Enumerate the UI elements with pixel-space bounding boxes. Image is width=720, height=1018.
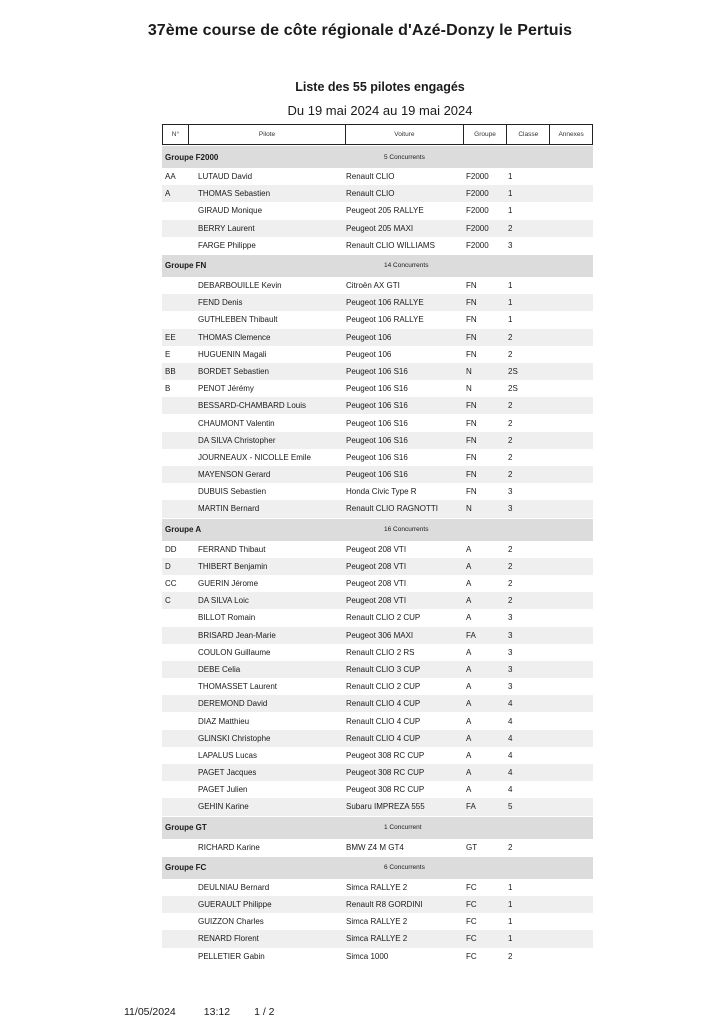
car-class: 2	[508, 435, 513, 445]
race-number: BB	[165, 366, 176, 376]
table-row	[162, 397, 593, 414]
car-model: Peugeot 106 S16	[346, 366, 408, 376]
group-count: 1 Concurrent	[384, 824, 422, 832]
car-model: Renault CLIO 2 CUP	[346, 613, 421, 623]
car-class: 1	[508, 172, 513, 182]
table-row	[162, 380, 593, 397]
table-row	[162, 500, 593, 517]
car-group: A	[466, 716, 472, 726]
pilot-name: DUBUIS Sebastien	[198, 487, 267, 497]
car-model: Renault CLIO 4 CUP	[346, 716, 421, 726]
car-group: FN	[466, 418, 477, 428]
table-row	[162, 237, 593, 254]
car-group: FC	[466, 934, 477, 944]
car-model: Renault CLIO 3 CUP	[346, 664, 421, 674]
car-class: 1	[508, 917, 513, 927]
car-class: 4	[508, 733, 513, 743]
car-group: FA	[466, 630, 476, 640]
header-classe: Classe	[507, 125, 550, 144]
car-group: FC	[466, 917, 477, 927]
table-row	[162, 948, 593, 965]
pilot-name: PELLETIER Gabin	[198, 951, 265, 961]
pilot-name: THOMAS Clemence	[198, 332, 271, 342]
car-group: A	[466, 733, 472, 743]
table-row	[162, 781, 593, 798]
car-model: Honda Civic Type R	[346, 487, 417, 497]
table-row	[162, 678, 593, 695]
pilot-name: MARTIN Bernard	[198, 504, 260, 514]
pilot-name: GIRAUD Monique	[198, 206, 263, 216]
car-model: Peugeot 106 RALLYE	[346, 315, 424, 325]
pilot-name: BRISARD Jean-Marie	[198, 630, 276, 640]
pilot-name: DIAZ Matthieu	[198, 716, 250, 726]
table-row	[162, 764, 593, 781]
car-group: FN	[466, 281, 477, 291]
pilot-name: BERRY Laurent	[198, 223, 255, 233]
car-model: Peugeot 306 MAXI	[346, 630, 414, 640]
race-number: CC	[165, 579, 177, 589]
car-class: 3	[508, 630, 513, 640]
car-class: 2	[508, 544, 513, 554]
car-model: Peugeot 205 MAXI	[346, 223, 414, 233]
pilot-name: LUTAUD David	[198, 172, 253, 182]
car-model: Peugeot 106	[346, 332, 392, 342]
race-number: E	[165, 349, 171, 359]
race-number: D	[165, 561, 171, 571]
car-model: BMW Z4 M GT4	[346, 842, 404, 852]
car-class: 4	[508, 768, 513, 778]
car-model: Renault CLIO 2 CUP	[346, 682, 421, 692]
car-group: N	[466, 504, 472, 514]
pilot-name: COULON Guillaume	[198, 647, 271, 657]
car-group: FC	[466, 882, 477, 892]
car-class: 3	[508, 682, 513, 692]
car-model: Peugeot 106 S16	[346, 418, 408, 428]
car-model: Peugeot 208 VTI	[346, 561, 407, 571]
car-class: 3	[508, 647, 513, 657]
car-group: A	[466, 579, 472, 589]
car-class: 2	[508, 401, 513, 411]
table-row	[162, 168, 593, 185]
car-group: FC	[466, 900, 477, 910]
car-model: Peugeot 106	[346, 349, 392, 359]
car-class: 2	[508, 418, 513, 428]
pilot-name: THOMASSET Laurent	[198, 682, 277, 692]
pilot-name: LAPALUS Lucas	[198, 750, 257, 760]
car-class: 2	[508, 223, 513, 233]
car-class: 4	[508, 785, 513, 795]
table-row	[162, 449, 593, 466]
pilot-name: BILLOT Romain	[198, 613, 256, 623]
race-number: B	[165, 384, 171, 394]
car-group: A	[466, 768, 472, 778]
car-group: N	[466, 384, 472, 394]
car-group: A	[466, 682, 472, 692]
car-model: Renault CLIO 4 CUP	[346, 699, 421, 709]
table-row	[162, 541, 593, 558]
car-class: 1	[508, 281, 513, 291]
car-class: 5	[508, 802, 513, 812]
car-class: 1	[508, 900, 513, 910]
table-row	[162, 839, 593, 856]
table-row	[162, 294, 593, 311]
table-row	[162, 661, 593, 678]
table-row	[162, 185, 593, 202]
car-class: 3	[508, 487, 513, 497]
car-group: F2000	[466, 189, 489, 199]
pilot-name: DEREMOND David	[198, 699, 268, 709]
table-row	[162, 558, 593, 575]
car-model: Citroën AX GTI	[346, 281, 400, 291]
table-row	[162, 329, 593, 346]
car-class: 2	[508, 951, 513, 961]
table-header	[162, 124, 593, 145]
car-class: 2	[508, 470, 513, 480]
car-model: Simca 1000	[346, 951, 389, 961]
car-group: FN	[466, 435, 477, 445]
pilot-name: FARGE Philippe	[198, 240, 256, 250]
car-model: Peugeot 106 S16	[346, 435, 408, 445]
pilot-name: FERRAND Thibaut	[198, 544, 266, 554]
table-body	[162, 146, 593, 965]
pilot-name: GLINSKI Christophe	[198, 733, 271, 743]
table-row	[162, 730, 593, 747]
table-row	[162, 930, 593, 947]
car-class: 1	[508, 882, 513, 892]
date-range: Du 19 mai 2024 au 19 mai 2024	[287, 103, 473, 118]
car-group: FN	[466, 401, 477, 411]
pilot-name: RICHARD Karine	[198, 842, 260, 852]
car-class: 2	[508, 579, 513, 589]
table-row	[162, 363, 593, 380]
print-date: 11/05/2024	[124, 1006, 176, 1018]
car-class: 1	[508, 206, 513, 216]
table-row	[162, 414, 593, 431]
car-group: FN	[466, 315, 477, 325]
table-row	[162, 879, 593, 896]
pilot-name: HUGUENIN Magali	[198, 349, 267, 359]
car-class: 2	[508, 349, 513, 359]
pilot-name: GUIZZON Charles	[198, 917, 264, 927]
car-group: A	[466, 664, 472, 674]
car-group: FN	[466, 487, 477, 497]
document-subtitle: Liste des 55 pilotes engagés	[295, 80, 465, 94]
group-name: Groupe F2000	[165, 152, 219, 162]
car-class: 2S	[508, 366, 518, 376]
pilot-name: JOURNEAUX - NICOLLE Emile	[198, 452, 311, 462]
car-class: 3	[508, 664, 513, 674]
car-class: 2S	[508, 384, 518, 394]
race-number: AA	[165, 172, 176, 182]
car-model: Peugeot 205 RALLYE	[346, 206, 424, 216]
table-row	[162, 575, 593, 592]
car-group: A	[466, 699, 472, 709]
car-model: Renault R8 GORDINI	[346, 900, 423, 910]
car-model: Peugeot 106 S16	[346, 384, 408, 394]
car-class: 4	[508, 750, 513, 760]
car-model: Subaru IMPREZA 555	[346, 802, 425, 812]
race-number: EE	[165, 332, 176, 342]
print-time: 13:12	[203, 1006, 231, 1018]
car-class: 3	[508, 240, 513, 250]
table-row	[162, 644, 593, 661]
car-group: A	[466, 613, 472, 623]
car-class: 1	[508, 934, 513, 944]
car-group: F2000	[466, 223, 489, 233]
car-group: F2000	[466, 206, 489, 216]
car-group: FC	[466, 951, 477, 961]
document-title: 37ème course de côte régionale d'Azé-Donzy le Pertuis	[147, 22, 573, 39]
pilot-name: CHAUMONT Valentin	[198, 418, 275, 428]
pilot-name: GUERIN Jérome	[198, 579, 259, 589]
car-model: Renault CLIO RAGNOTTI	[346, 504, 439, 514]
car-model: Renault CLIO	[346, 189, 395, 199]
car-model: Peugeot 208 VTI	[346, 544, 407, 554]
pilot-name: FEND Denis	[198, 298, 243, 308]
car-model: Peugeot 308 RC CUP	[346, 785, 425, 795]
table-row	[162, 798, 593, 815]
pilot-name: GUTHLEBEN Thibault	[198, 315, 278, 325]
table-row	[162, 609, 593, 626]
car-group: F2000	[466, 240, 489, 250]
car-model: Renault CLIO WILLIAMS	[346, 240, 435, 250]
car-class: 2	[508, 332, 513, 342]
car-group: A	[466, 750, 472, 760]
group-name: Groupe FN	[165, 261, 207, 271]
table-row	[162, 592, 593, 609]
group-name: Groupe A	[165, 525, 202, 535]
car-model: Peugeot 308 RC CUP	[346, 768, 425, 778]
car-model: Peugeot 106 S16	[346, 452, 408, 462]
pilot-name: GEHIN Karine	[198, 802, 249, 812]
car-class: 2	[508, 452, 513, 462]
group-header	[162, 857, 593, 879]
car-model: Renault CLIO 4 CUP	[346, 733, 421, 743]
car-group: N	[466, 366, 472, 376]
pilot-name: DEULNIAU Bernard	[198, 882, 270, 892]
group-header	[162, 146, 593, 168]
car-model: Renault CLIO 2 RS	[346, 647, 415, 657]
page-footer	[124, 1006, 303, 1018]
car-model: Peugeot 106 S16	[346, 470, 408, 480]
pilot-name: DEBARBOUILLE Kevin	[198, 281, 282, 291]
car-class: 1	[508, 189, 513, 199]
group-count: 16 Concurrents	[384, 526, 429, 534]
car-class: 2	[508, 596, 513, 606]
pilot-name: MAYENSON Gerard	[198, 470, 271, 480]
car-class: 2	[508, 561, 513, 571]
car-group: FN	[466, 332, 477, 342]
car-group: GT	[466, 842, 478, 852]
pilot-name: DA SILVA Christopher	[198, 435, 276, 445]
table-row	[162, 220, 593, 237]
pilot-name: PENOT Jérémy	[198, 384, 254, 394]
table-row	[162, 346, 593, 363]
table-row	[162, 432, 593, 449]
header-no: N°	[163, 125, 189, 144]
car-model: Peugeot 106 RALLYE	[346, 298, 424, 308]
table-row	[162, 913, 593, 930]
car-group: FN	[466, 470, 477, 480]
car-group: A	[466, 647, 472, 657]
car-group: FA	[466, 802, 476, 812]
group-count: 5 Concurrents	[384, 153, 425, 161]
car-model: Simca RALLYE 2	[346, 882, 408, 892]
group-name: Groupe GT	[165, 823, 207, 833]
car-model: Peugeot 308 RC CUP	[346, 750, 425, 760]
car-class: 2	[508, 842, 513, 852]
car-model: Peugeot 208 VTI	[346, 596, 407, 606]
pilot-name: THOMAS Sebastien	[198, 189, 271, 199]
table-row	[162, 712, 593, 729]
group-header	[162, 817, 593, 839]
page-number: 1 / 2	[254, 1006, 275, 1018]
table-row	[162, 695, 593, 712]
group-count: 6 Concurrents	[384, 864, 425, 872]
car-group: A	[466, 544, 472, 554]
pilot-name: GUERAULT Philippe	[198, 900, 272, 910]
pilot-name: PAGET Jacques	[198, 768, 257, 778]
race-number: C	[165, 596, 171, 606]
car-group: A	[466, 785, 472, 795]
car-group: FN	[466, 452, 477, 462]
table-row	[162, 896, 593, 913]
car-model: Peugeot 208 VTI	[346, 579, 407, 589]
group-name: Groupe FC	[165, 863, 207, 873]
pilots-table	[162, 124, 593, 965]
race-number: A	[165, 189, 171, 199]
car-class: 4	[508, 699, 513, 709]
car-class: 1	[508, 298, 513, 308]
car-model: Simca RALLYE 2	[346, 934, 408, 944]
table-row	[162, 627, 593, 644]
header-pilote: Pilote	[189, 125, 346, 144]
car-group: FN	[466, 349, 477, 359]
car-class: 3	[508, 613, 513, 623]
table-row	[162, 483, 593, 500]
car-model: Simca RALLYE 2	[346, 917, 408, 927]
pilot-name: THIBERT Benjamin	[198, 561, 268, 571]
car-group: A	[466, 561, 472, 571]
header-voiture: Voiture	[346, 125, 463, 144]
car-model: Renault CLIO	[346, 172, 395, 182]
car-class: 1	[508, 315, 513, 325]
car-group: F2000	[466, 172, 489, 182]
car-model: Peugeot 106 S16	[346, 401, 408, 411]
group-header	[162, 519, 593, 541]
table-row	[162, 311, 593, 328]
table-row	[162, 277, 593, 294]
car-class: 3	[508, 504, 513, 514]
car-class: 4	[508, 716, 513, 726]
pilot-name: BORDET Sebastien	[198, 366, 269, 376]
car-group: A	[466, 596, 472, 606]
group-header	[162, 255, 593, 277]
car-group: FN	[466, 298, 477, 308]
race-number: DD	[165, 544, 177, 554]
table-row	[162, 466, 593, 483]
header-annexes: Annexes	[558, 131, 584, 138]
header-groupe: Groupe	[464, 125, 508, 144]
pilot-name: DA SILVA Loic	[198, 596, 249, 606]
pilot-name: BESSARD-CHAMBARD Louis	[198, 401, 307, 411]
pilot-name: PAGET Julien	[198, 785, 248, 795]
pilot-name: DEBE Celia	[198, 664, 241, 674]
pilot-name: RENARD Florent	[198, 934, 259, 944]
group-count: 14 Concurrents	[384, 262, 429, 270]
table-row	[162, 747, 593, 764]
table-row	[162, 202, 593, 219]
